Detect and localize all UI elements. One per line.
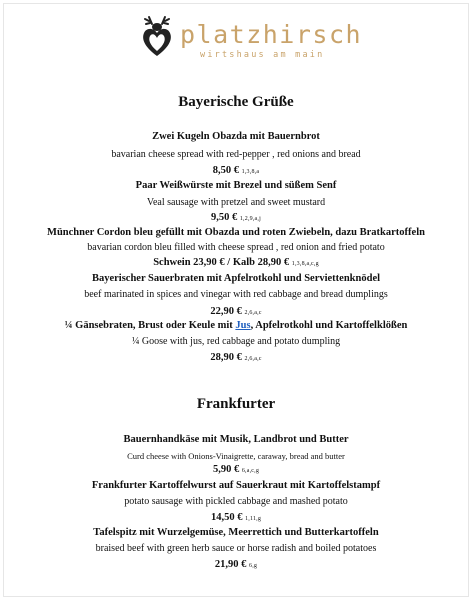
- brand-tagline: wirtshaus am main: [200, 50, 325, 60]
- dish-description: beef marinated in spices and vinegar with red cabbage and bread dumplings: [84, 289, 388, 300]
- dish-description: braised beef with green herb sauce or horse radish and boiled potatoes: [95, 543, 377, 554]
- dish-price: 9,50 €: [210, 212, 238, 223]
- section-title: Bayerische Grüße: [178, 94, 294, 110]
- dish-price-line: [0, 559, 472, 570]
- dish-description: bavarian cordon bleu filled with cheese spread , red onion and fried potato: [87, 242, 385, 253]
- dish-price: 5,90 €: [212, 464, 240, 475]
- dish-price: 21,90 €: [214, 559, 247, 570]
- allergen-codes: 1,3,8,a,c,g: [291, 261, 319, 267]
- dish-price-line: [0, 165, 472, 176]
- dish-name-part: ¼ Gänsebraten, Brust oder Keule mit: [64, 320, 236, 331]
- dish-price-line: [0, 306, 472, 317]
- allergen-codes: 6,a,c,g: [241, 468, 260, 474]
- dish-price: 8,50 €: [212, 165, 240, 176]
- jus-link[interactable]: Jus: [235, 320, 251, 331]
- dish-description: Veal sausage with pretzel and sweet mustard: [146, 197, 326, 208]
- allergen-codes: 2,6,a,c: [244, 356, 262, 362]
- dish-name-part: , Apfelrotkohl und Kartoffelklößen: [250, 320, 408, 331]
- dish-name: Zwei Kugeln Obazda mit Bauernbrot: [152, 131, 320, 142]
- dish-name: Bauernhandkäse mit Musik, Landbrot und Butter: [123, 434, 349, 445]
- dish-price-line: [0, 257, 472, 268]
- allergen-codes: 1,2,9,a,j: [239, 216, 261, 222]
- allergen-codes: 2,6,a,c: [244, 310, 262, 316]
- dish-name: Paar Weißwürste mit Brezel und süßem Senf: [135, 180, 337, 191]
- dish-price-line: [0, 352, 472, 363]
- dish-description: ¼ Goose with jus, red cabbage and potato dumpling: [131, 336, 341, 347]
- section-title: Frankfurter: [196, 396, 276, 412]
- brand-name: platzhirsch: [180, 20, 363, 49]
- dish-name: Frankfurter Kartoffelwurst auf Sauerkraut mit Kartoffelstampf: [91, 480, 381, 491]
- dish-description: potato sausage with pickled cabbage and mashed potato: [124, 496, 348, 507]
- dish-description: Curd cheese with Onions-Vinaigrette, caraway, bread and butter: [127, 451, 345, 461]
- dish-price-line: [0, 464, 472, 475]
- allergen-codes: 6,g: [249, 563, 258, 569]
- dish-name: [0, 320, 472, 331]
- dish-price: 14,50 €: [210, 512, 243, 523]
- dish-price-line: [0, 512, 472, 523]
- dish-price: 22,90 €: [210, 306, 242, 317]
- allergen-codes: 1,3,8,a: [241, 169, 260, 175]
- dish-name: Münchner Cordon bleu gefüllt mit Obazda und roten Zwiebeln, dazu Bratkartoffeln: [47, 227, 425, 238]
- allergen-codes: 1,11,g: [245, 516, 262, 522]
- dish-name: Bayerischer Sauerbraten mit Apfelrotkohl und Serviettenknödel: [91, 273, 381, 284]
- dish-price: Schwein 23,90 € / Kalb 28,90 €: [153, 257, 290, 268]
- dish-name: Tafelspitz mit Wurzelgemüse, Meerrettich und Butterkartoffeln: [93, 527, 379, 538]
- dish-description: bavarian cheese spread with red-pepper , red onions and bread: [111, 149, 361, 160]
- dish-price: 28,90 €: [210, 352, 242, 363]
- platzhirsch-logo: [140, 14, 363, 64]
- deer-heart-icon: [140, 14, 174, 58]
- dish-price-line: [0, 212, 472, 223]
- page-frame: [3, 3, 469, 597]
